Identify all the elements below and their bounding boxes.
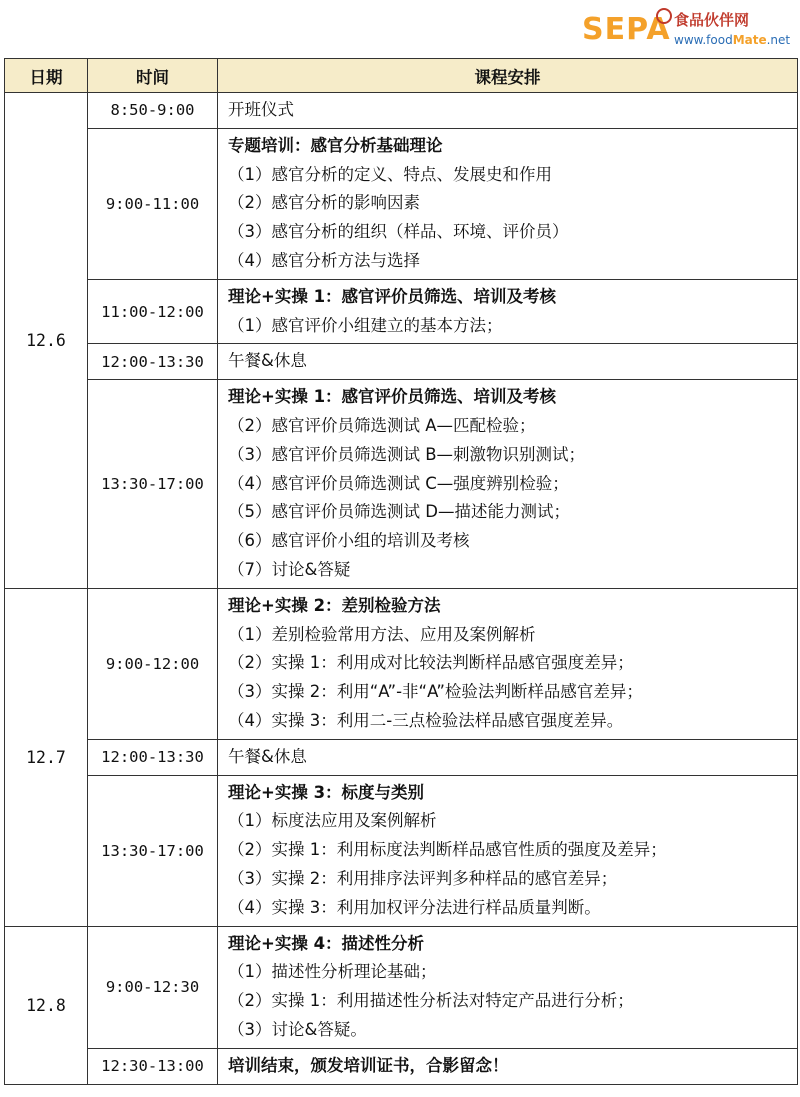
session-item: （3）实操 2：利用排序法评判多种样品的感官差异； [228,868,618,888]
date-cell: 12.6 [5,93,88,589]
session-item: （4）实操 3：利用加权评分法进行样品质量判断。 [228,897,601,917]
header-date: 日期 [5,59,88,93]
time-cell: 8:50-9:00 [88,93,218,129]
header-time: 时间 [88,59,218,93]
time-cell: 12:00-13:30 [88,739,218,775]
schedule-body [5,93,798,1085]
session-title: 理论+实操 1：感官评价员筛选、培训及考核 [228,387,557,407]
content-cell [218,380,798,589]
time-cell: 13:30-17:00 [88,775,218,926]
time-cell: 13:30-17:00 [88,380,218,589]
content-cell [218,775,798,926]
content-cell [218,128,798,279]
site-url: www.foodMate.net [674,33,791,47]
schedule-row [5,1048,798,1084]
schedule-row [5,128,798,279]
session-item: （1）感官分析的定义、特点、发展史和作用 [228,164,552,184]
date-cell: 12.7 [5,588,88,926]
session-item: （2）实操 1：利用标度法判断样品感官性质的强度及差异； [228,840,667,860]
content-cell [218,739,798,775]
time-cell: 12:30-13:00 [88,1048,218,1084]
session-item: （4）实操 3：利用二-三点检验法样品感官强度差异。 [228,710,624,730]
content-cell [218,279,798,344]
logo [582,3,792,53]
time-cell: 9:00-12:30 [88,926,218,1048]
time-cell: 9:00-12:00 [88,588,218,739]
schedule-row [5,588,798,739]
session-title: 理论+实操 3：标度与类别 [228,782,425,802]
session-item: （3）感官分析的组织（样品、环境、评价员） [228,222,569,242]
schedule-table [4,58,798,1085]
session-item: （1）描述性分析理论基础； [228,962,437,982]
header-row [5,59,798,93]
schedule-row [5,344,798,380]
session-item: （1）标度法应用及案例解析 [228,811,437,831]
session-item: （6）感官评价小组的培训及考核 [228,531,470,551]
session-title: 理论+实操 2：差别检验方法 [228,595,441,615]
session-title: 午餐&休息 [228,746,307,766]
time-cell: 11:00-12:00 [88,279,218,344]
flower-icon [656,8,672,24]
schedule-row [5,926,798,1048]
content-cell [218,1048,798,1084]
session-item: （7）讨论&答疑 [228,559,351,579]
content-cell [218,926,798,1048]
session-item: （3）实操 2：利用“A”-非“A”检验法判断样品感官差异； [228,682,643,702]
session-item: （3）感官评价员筛选测试 B—刺激物识别测试； [228,444,586,464]
session-item: （2）实操 1：利用成对比较法判断样品感官强度差异； [228,653,634,673]
header-schedule: 课程安排 [218,59,798,93]
schedule-row [5,775,798,926]
session-title: 培训结束，颁发培训证书，合影留念！ [228,1055,509,1075]
session-item: （5）感官评价员筛选测试 D—描述能力测试； [228,502,570,522]
date-cell: 12.8 [5,926,88,1084]
content-cell [218,344,798,380]
session-title: 开班仪式 [228,100,294,119]
session-item: （1）差别检验常用方法、应用及案例解析 [228,624,536,644]
session-item: （4）感官分析方法与选择 [228,250,420,270]
session-item: （3）讨论&答疑。 [228,1019,367,1039]
schedule-row [5,93,798,129]
session-item: （4）感官评价员筛选测试 C—强度辨别检验； [228,473,569,493]
session-title: 理论+实操 1：感官评价员筛选、培训及考核 [228,286,557,306]
logo-letters: SEPA [582,12,671,47]
time-cell: 9:00-11:00 [88,128,218,279]
session-title: 午餐&休息 [228,351,307,371]
content-cell [218,93,798,129]
session-item: （2）感官分析的影响因素 [228,193,420,213]
schedule-row [5,279,798,344]
schedule-row [5,380,798,589]
content-cell [218,588,798,739]
session-title: 专题培训：感官分析基础理论 [228,135,443,155]
session-item: （1）感官评价小组建立的基本方法； [228,315,503,335]
time-cell: 12:00-13:30 [88,344,218,380]
session-item: （2）实操 1：利用描述性分析法对特定产品进行分析； [228,991,634,1011]
schedule-row [5,739,798,775]
session-item: （2）感官评价员筛选测试 A—匹配检验； [228,415,536,435]
site-name: 食品伙伴网 [674,11,750,29]
session-title: 理论+实操 4：描述性分析 [228,933,425,953]
